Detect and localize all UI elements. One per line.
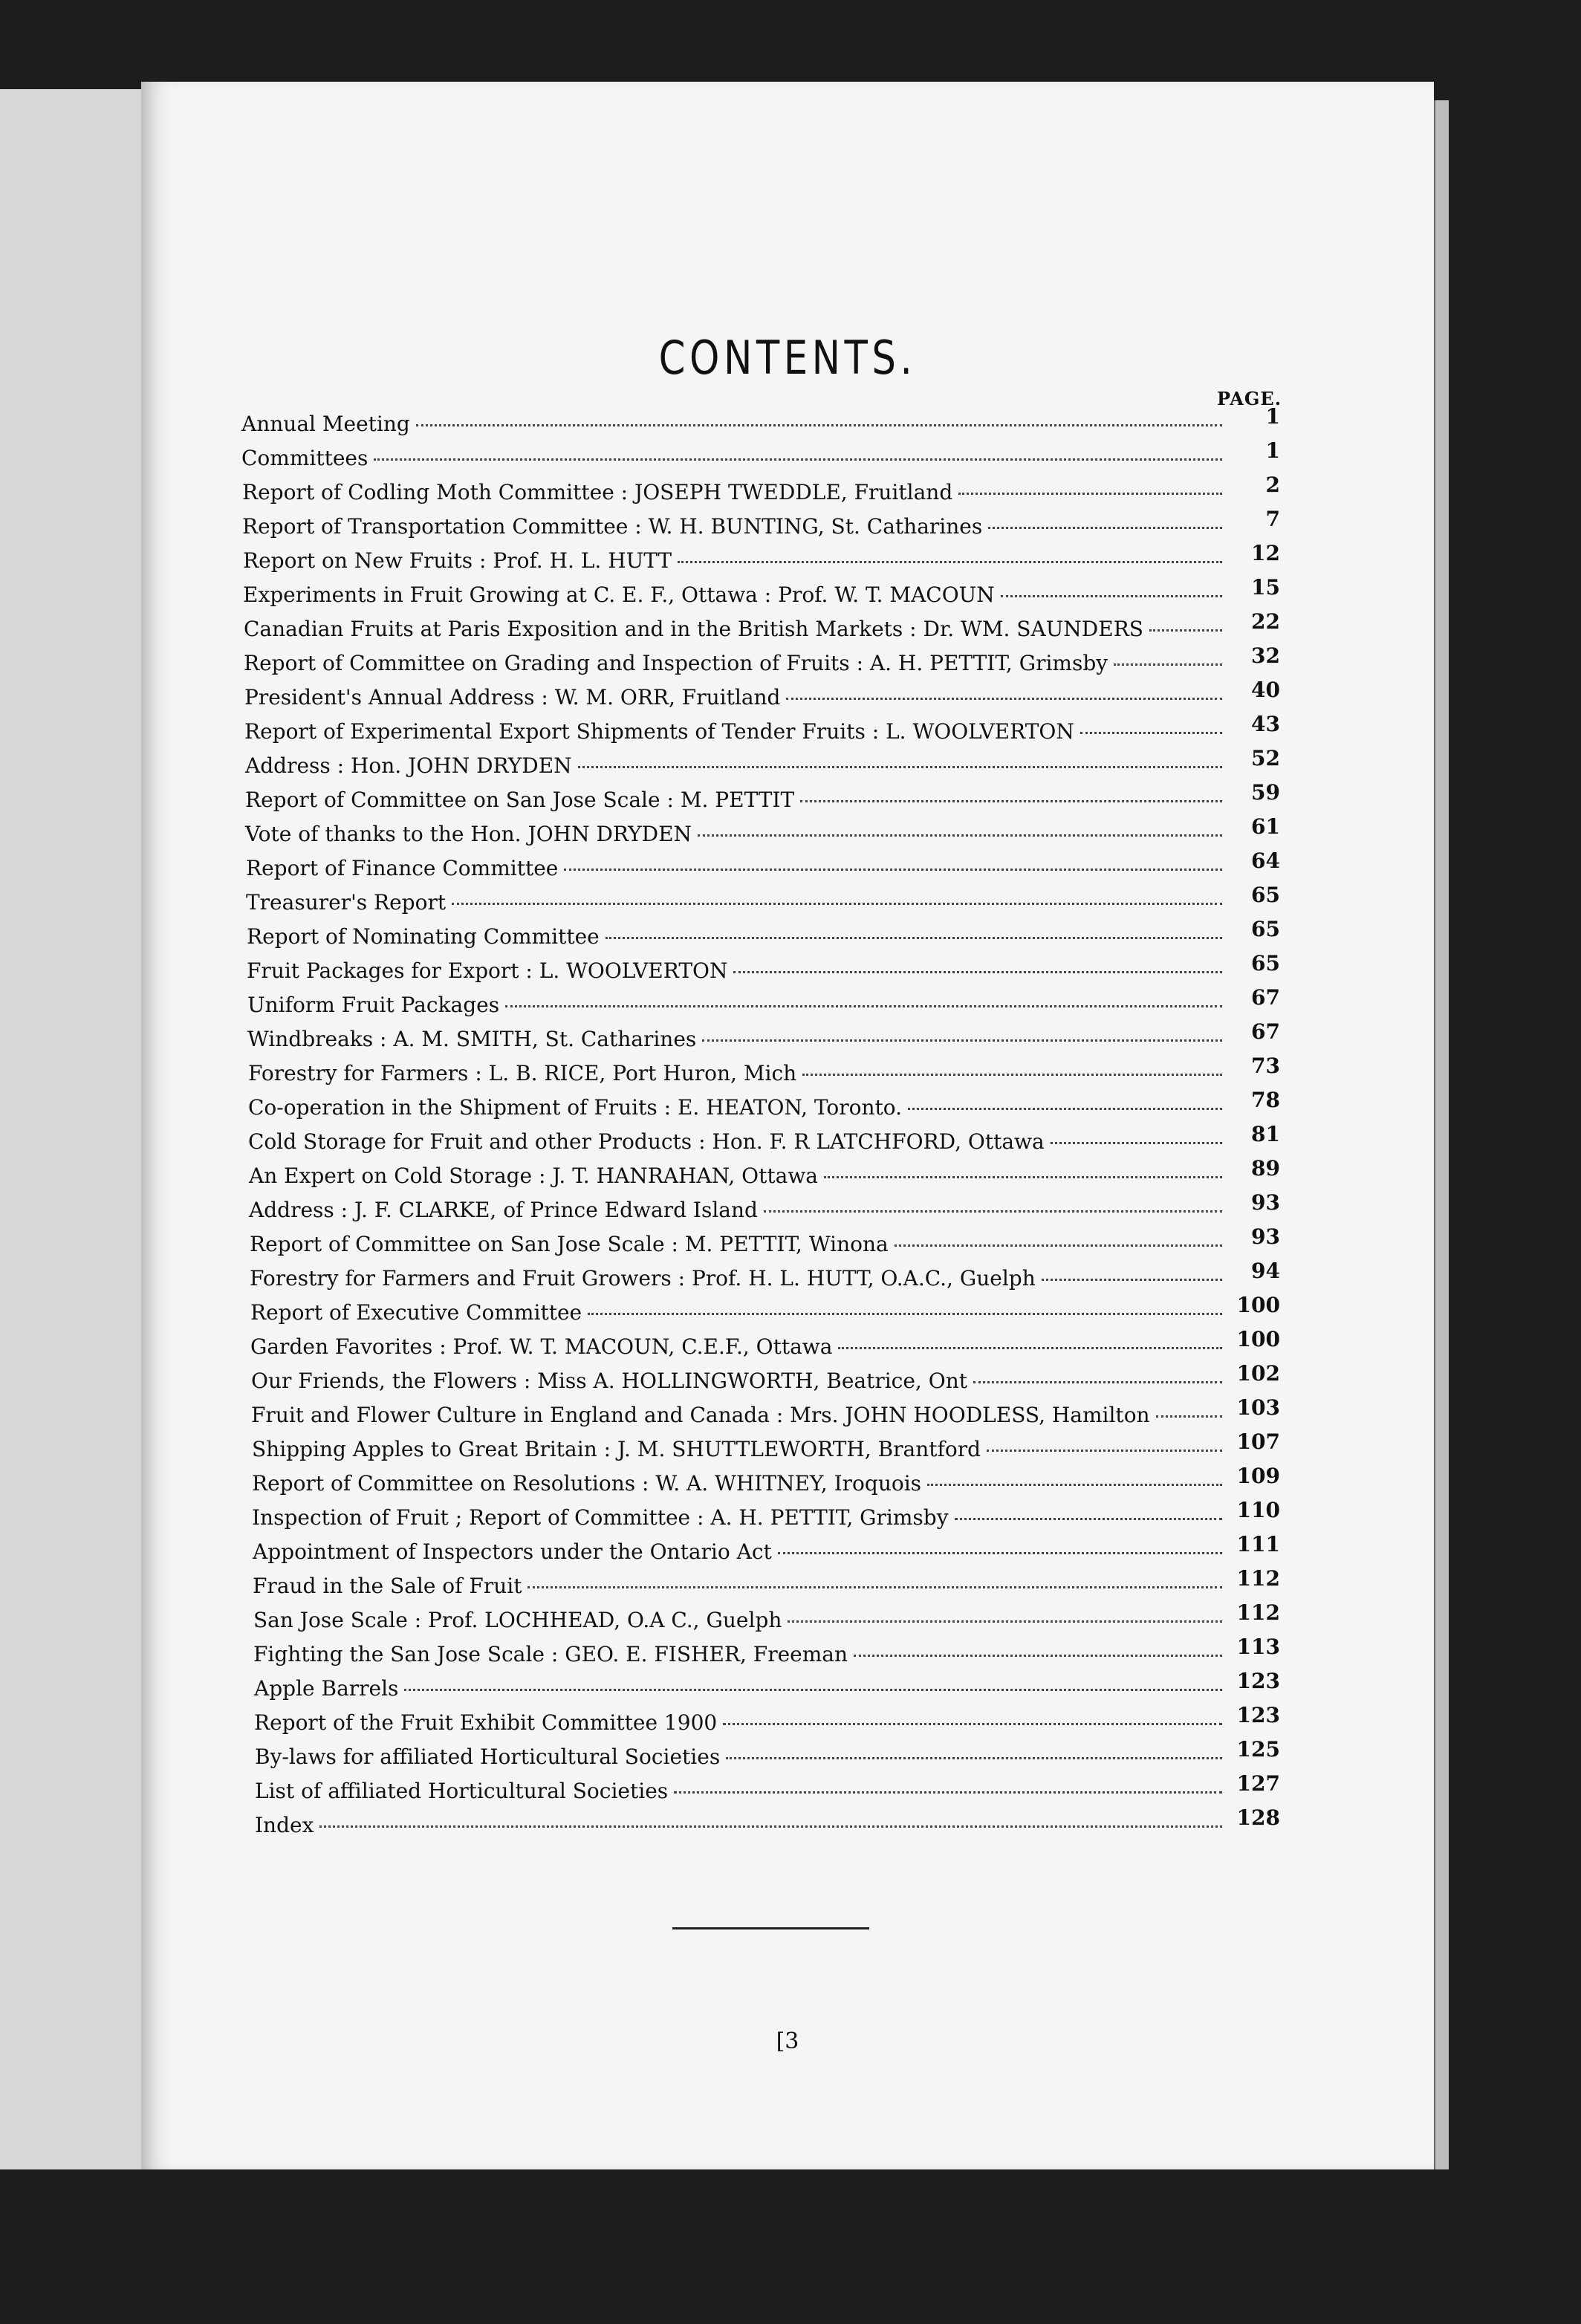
toc-entry bbox=[241, 1805, 1280, 1847]
toc-entry-title: Appointment of Inspectors under the Ontario Act bbox=[253, 1539, 772, 1564]
toc-entry bbox=[241, 541, 1280, 582]
toc-entry-page: 65 bbox=[1251, 917, 1280, 941]
book-page bbox=[141, 82, 1434, 2169]
toc-entry bbox=[241, 1088, 1280, 1129]
toc-entry-page: 125 bbox=[1236, 1737, 1280, 1762]
toc-entry-title: Committees bbox=[241, 446, 369, 470]
toc-entry-page: 94 bbox=[1251, 1259, 1280, 1283]
toc-entry-title: Report of Transportation Committee : W. H. BUNTING, St. Catharines bbox=[242, 514, 983, 539]
toc-entry-page: 123 bbox=[1236, 1703, 1280, 1727]
toc-entry-page: 81 bbox=[1251, 1122, 1280, 1146]
toc-entry bbox=[241, 1600, 1280, 1642]
toc-entry-page: 65 bbox=[1251, 883, 1280, 907]
toc-entry-title: Fighting the San Jose Scale : GEO. E. FISHER, Freeman bbox=[253, 1642, 848, 1666]
toc-entry bbox=[241, 1054, 1280, 1095]
toc-entry-page: 109 bbox=[1236, 1464, 1280, 1488]
toc-entry bbox=[241, 643, 1280, 685]
toc-entry bbox=[241, 1156, 1280, 1198]
dot-leader bbox=[854, 1655, 1222, 1657]
toc-entry-title: Index bbox=[255, 1813, 314, 1837]
dot-leader bbox=[678, 561, 1222, 563]
dot-leader bbox=[778, 1552, 1222, 1554]
toc-entry bbox=[241, 1395, 1280, 1437]
toc-entry bbox=[241, 1429, 1280, 1471]
toc-entry bbox=[241, 1361, 1280, 1403]
dot-leader bbox=[578, 766, 1222, 768]
toc-entry-page: 59 bbox=[1251, 780, 1280, 805]
toc-entry-page: 110 bbox=[1236, 1498, 1280, 1522]
dot-leader bbox=[606, 937, 1222, 939]
toc-entry bbox=[241, 678, 1280, 719]
dot-leader bbox=[1042, 1279, 1222, 1281]
toc-entry bbox=[241, 609, 1280, 651]
dot-leader bbox=[674, 1791, 1222, 1794]
toc-entry-page: 32 bbox=[1251, 643, 1280, 668]
toc-entry-page: 65 bbox=[1251, 951, 1280, 976]
toc-entry bbox=[241, 1122, 1280, 1163]
dot-leader bbox=[588, 1313, 1222, 1315]
toc-entry-page: 78 bbox=[1251, 1088, 1280, 1112]
toc-entry-page: 112 bbox=[1236, 1600, 1280, 1625]
toc-entry bbox=[241, 1224, 1280, 1266]
page-edge bbox=[1434, 100, 1449, 2169]
toc-entry bbox=[241, 1566, 1280, 1608]
toc-entry bbox=[241, 1327, 1280, 1369]
toc-entry bbox=[241, 1669, 1280, 1710]
toc-entry bbox=[241, 1498, 1280, 1539]
toc-entry-page: 102 bbox=[1236, 1361, 1280, 1386]
toc-entry-page: 67 bbox=[1251, 985, 1280, 1010]
dot-leader bbox=[702, 1039, 1222, 1042]
toc-entry-title: Address : J. F. CLARKE, of Prince Edward Island bbox=[249, 1198, 758, 1222]
toc-entry bbox=[241, 1635, 1280, 1676]
toc-entry-title: Fruit Packages for Export : L. WOOLVERTON bbox=[247, 958, 728, 983]
toc-entry-title: By-laws for affiliated Horticultural Societies bbox=[255, 1744, 721, 1769]
toc-entry bbox=[241, 404, 1280, 446]
toc-entry-title: Treasurer's Report bbox=[246, 890, 447, 915]
toc-entry-title: Experiments in Fruit Growing at C. E. F., Ottawa : Prof. W. T. MACOUN bbox=[243, 582, 995, 607]
toc-entry-title: San Jose Scale : Prof. LOCHHEAD, O.A C., Guelph bbox=[253, 1608, 782, 1632]
toc-entry-page: 112 bbox=[1236, 1566, 1280, 1591]
toc-entry-title: Vote of thanks to the Hon. JOHN DRYDEN bbox=[245, 822, 692, 846]
dot-leader bbox=[764, 1210, 1222, 1213]
toc-entry-page: 61 bbox=[1251, 814, 1280, 839]
toc-entry-page: 12 bbox=[1251, 541, 1280, 565]
dot-leader bbox=[1051, 1142, 1222, 1144]
toc-entry-page: 64 bbox=[1251, 848, 1280, 873]
toc-entry bbox=[241, 712, 1280, 753]
toc-entry-title: Report of Committee on San Jose Scale : M. PETTIT, Winona bbox=[250, 1232, 889, 1256]
toc-entry-title: Report of Finance Committee bbox=[246, 856, 559, 880]
toc-entry-page: 93 bbox=[1251, 1190, 1280, 1215]
toc-entry-title: Inspection of Fruit ; Report of Committee : A. H. PETTIT, Grimsby bbox=[252, 1505, 949, 1530]
toc-entry-page: 43 bbox=[1251, 712, 1280, 736]
toc-entry bbox=[241, 1259, 1280, 1300]
toc-entry-title: Our Friends, the Flowers : Miss A. HOLLINGWORTH, Beatrice, Ont bbox=[251, 1369, 967, 1393]
toc-entry bbox=[241, 1293, 1280, 1334]
toc-entry-page: 111 bbox=[1236, 1532, 1280, 1557]
page-title: CONTENTS. bbox=[658, 331, 917, 385]
toc-entry bbox=[241, 1737, 1280, 1779]
toc-entry-page: 100 bbox=[1236, 1293, 1280, 1317]
toc-entry-page: 15 bbox=[1251, 575, 1280, 600]
toc-entry-title: Forestry for Farmers : L. B. RICE, Port Huron, Mich bbox=[248, 1061, 797, 1085]
dot-leader bbox=[1114, 663, 1222, 666]
toc-entry bbox=[241, 780, 1280, 822]
dot-leader bbox=[527, 1586, 1222, 1588]
toc-entry bbox=[241, 438, 1280, 480]
dot-leader bbox=[1080, 732, 1222, 734]
toc-entry-title: Windbreaks : A. M. SMITH, St. Catharines bbox=[247, 1027, 697, 1051]
dot-leader bbox=[1001, 595, 1222, 597]
dot-leader bbox=[838, 1347, 1222, 1349]
dot-leader bbox=[723, 1723, 1222, 1725]
toc-entry-page: 107 bbox=[1236, 1429, 1280, 1454]
toc-entry-title: Fraud in the Sale of Fruit bbox=[253, 1574, 522, 1598]
dot-leader bbox=[987, 1450, 1222, 1452]
toc-entry-title: Co-operation in the Shipment of Fruits : E. HEATON, Toronto. bbox=[248, 1095, 903, 1120]
toc-entry-title: Report of Experimental Export Shipments of Tender Fruits : L. WOOLVERTON bbox=[244, 719, 1074, 744]
toc-entry bbox=[241, 917, 1280, 958]
toc-entry bbox=[241, 473, 1280, 514]
toc-entry bbox=[241, 1703, 1280, 1744]
dot-leader bbox=[505, 1005, 1222, 1007]
dot-leader bbox=[824, 1176, 1222, 1178]
toc-entry-page: 2 bbox=[1265, 473, 1280, 497]
toc-entry-title: Report of Committee on San Jose Scale : M. PETTIT bbox=[245, 788, 795, 812]
dot-leader bbox=[958, 493, 1222, 495]
table-of-contents bbox=[241, 404, 1280, 1847]
toc-entry bbox=[241, 1771, 1280, 1813]
toc-entry-title: Annual Meeting bbox=[241, 412, 410, 436]
toc-entry-title: Report on New Fruits : Prof. H. L. HUTT bbox=[243, 548, 672, 573]
dot-leader bbox=[564, 869, 1222, 871]
previous-page-edge bbox=[0, 89, 143, 2169]
dot-leader bbox=[452, 903, 1222, 905]
dot-leader bbox=[908, 1108, 1222, 1110]
toc-entry-title: Forestry for Farmers and Fruit Growers : Prof. H. L. HUTT, O.A.C., Guelph bbox=[250, 1266, 1036, 1291]
toc-entry bbox=[241, 985, 1280, 1027]
dot-leader bbox=[733, 971, 1222, 973]
toc-entry-page: 1 bbox=[1265, 438, 1280, 463]
toc-entry-title: Uniform Fruit Packages bbox=[247, 993, 500, 1017]
toc-entry-title: Cold Storage for Fruit and other Products : Hon. F. R LATCHFORD, Ottawa bbox=[248, 1129, 1045, 1154]
toc-entry-title: Report of Executive Committee bbox=[250, 1300, 582, 1325]
toc-entry-page: 7 bbox=[1265, 507, 1280, 531]
toc-entry-page: 67 bbox=[1251, 1019, 1280, 1044]
page-column-heading: PAGE. bbox=[1217, 388, 1282, 409]
toc-entry bbox=[241, 575, 1280, 617]
toc-entry-title: Report of Committee on Resolutions : W. A. WHITNEY, Iroquois bbox=[252, 1471, 922, 1496]
toc-entry-page: 103 bbox=[1236, 1395, 1280, 1420]
toc-entry bbox=[241, 814, 1280, 856]
dot-leader bbox=[802, 1074, 1222, 1076]
toc-entry-page: 128 bbox=[1236, 1805, 1280, 1830]
dot-leader bbox=[319, 1825, 1222, 1828]
toc-entry-title: Canadian Fruits at Paris Exposition and in the British Markets : Dr. WM. SAUNDERS bbox=[244, 617, 1143, 641]
toc-entry-page: 113 bbox=[1236, 1635, 1280, 1659]
toc-entry-title: President's Annual Address : W. M. ORR, Fruitland bbox=[244, 685, 781, 710]
dot-leader bbox=[927, 1484, 1222, 1486]
folio: [3 bbox=[776, 2028, 799, 2054]
dot-leader bbox=[895, 1244, 1222, 1247]
toc-entry-page: 1 bbox=[1265, 404, 1280, 429]
dot-leader bbox=[786, 698, 1222, 700]
dot-leader bbox=[726, 1757, 1222, 1759]
toc-entry-title: Report of Codling Moth Committee : JOSEPH TWEDDLE, Fruitland bbox=[242, 480, 953, 504]
toc-entry-page: 123 bbox=[1236, 1669, 1280, 1693]
toc-entry-page: 100 bbox=[1236, 1327, 1280, 1351]
toc-entry bbox=[241, 1464, 1280, 1505]
toc-entry-title: Report of the Fruit Exhibit Committee 1900 bbox=[254, 1710, 718, 1735]
toc-entry-page: 73 bbox=[1251, 1054, 1280, 1078]
toc-entry-page: 22 bbox=[1251, 609, 1280, 634]
toc-entry bbox=[241, 507, 1280, 548]
toc-entry-title: Report of Committee on Grading and Inspection of Fruits : A. H. PETTIT, Grimsby bbox=[244, 651, 1108, 675]
toc-entry bbox=[241, 848, 1280, 890]
dot-leader bbox=[374, 458, 1222, 461]
toc-entry bbox=[241, 1019, 1280, 1061]
toc-entry-title: Apple Barrels bbox=[254, 1676, 399, 1701]
dot-leader bbox=[973, 1381, 1222, 1383]
toc-entry-page: 40 bbox=[1251, 678, 1280, 702]
dot-leader bbox=[955, 1518, 1222, 1520]
dot-leader bbox=[1149, 629, 1222, 632]
dot-leader bbox=[988, 527, 1222, 529]
toc-entry-title: An Expert on Cold Storage : J. T. HANRAHAN, Ottawa bbox=[249, 1163, 818, 1188]
dot-leader bbox=[698, 834, 1222, 837]
dot-leader bbox=[800, 800, 1222, 802]
dot-leader bbox=[404, 1689, 1222, 1691]
toc-entry-title: Shipping Apples to Great Britain : J. M. SHUTTLEWORTH, Brantford bbox=[252, 1437, 981, 1461]
section-rule bbox=[672, 1927, 869, 1929]
toc-entry bbox=[241, 883, 1280, 924]
toc-entry bbox=[241, 746, 1280, 788]
toc-entry bbox=[241, 1190, 1280, 1232]
dot-leader bbox=[1156, 1415, 1222, 1418]
toc-entry bbox=[241, 1532, 1280, 1574]
toc-entry bbox=[241, 951, 1280, 993]
toc-entry-page: 127 bbox=[1236, 1771, 1280, 1796]
toc-entry-title: List of affiliated Horticultural Societies bbox=[255, 1779, 669, 1803]
dot-leader bbox=[416, 424, 1222, 426]
toc-entry-title: Report of Nominating Committee bbox=[247, 924, 600, 949]
toc-entry-title: Address : Hon. JOHN DRYDEN bbox=[245, 753, 572, 778]
toc-entry-page: 93 bbox=[1251, 1224, 1280, 1249]
dot-leader bbox=[788, 1620, 1222, 1623]
toc-entry-page: 52 bbox=[1251, 746, 1280, 770]
toc-entry-title: Garden Favorites : Prof. W. T. MACOUN, C.E.F., Ottawa bbox=[250, 1334, 833, 1359]
toc-entry-page: 89 bbox=[1251, 1156, 1280, 1181]
toc-entry-title: Fruit and Flower Culture in England and Canada : Mrs. JOHN HOODLESS, Hamilton bbox=[251, 1403, 1150, 1427]
